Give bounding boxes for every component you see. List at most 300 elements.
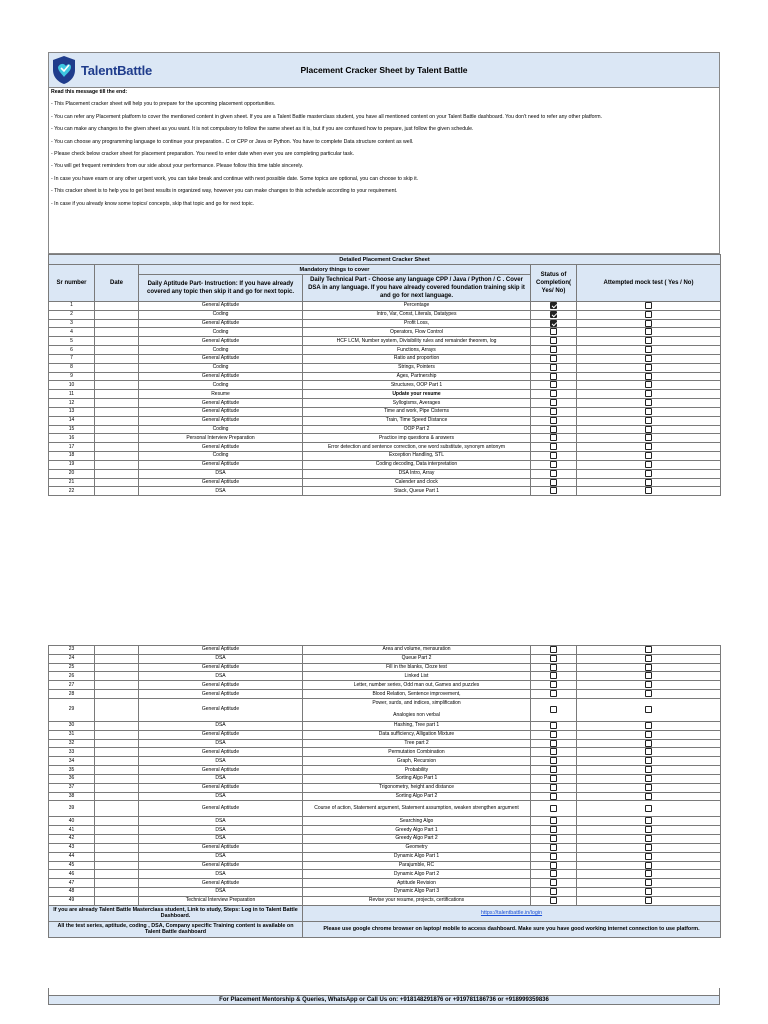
status-cell — [531, 346, 577, 355]
technical-cell: Update your resume — [303, 390, 531, 399]
table-row — [49, 681, 721, 690]
aptitude-cell: Coding — [139, 452, 303, 461]
technical-cell: Stack, Queue Part 1 — [303, 487, 531, 496]
mock-test-checkbox[interactable] — [645, 364, 652, 371]
mock-test-checkbox[interactable] — [645, 879, 652, 886]
technical-cell: Functions, Arrays — [303, 346, 531, 355]
mock-test-checkbox[interactable] — [645, 655, 652, 662]
sr-number-cell: 41 — [49, 826, 95, 835]
status-cell — [531, 861, 577, 870]
mock-test-checkbox[interactable] — [645, 346, 652, 353]
date-cell[interactable] — [95, 372, 139, 381]
status-cell — [531, 817, 577, 826]
mock-test-checkbox[interactable] — [645, 853, 652, 860]
mock-test-checkbox[interactable] — [645, 487, 652, 494]
status-checkbox[interactable] — [550, 328, 557, 335]
status-checkbox[interactable] — [550, 426, 557, 433]
status-checkbox[interactable] — [550, 672, 557, 679]
status-checkbox[interactable] — [550, 793, 557, 800]
table-row — [49, 672, 721, 681]
date-cell[interactable] — [95, 739, 139, 748]
sr-number-cell: 6 — [49, 346, 95, 355]
status-checkbox[interactable] — [550, 748, 557, 755]
aptitude-cell: General Aptitude — [139, 681, 303, 690]
mock-test-checkbox[interactable] — [645, 302, 652, 309]
date-cell[interactable] — [95, 452, 139, 461]
mock-test-checkbox[interactable] — [645, 835, 652, 842]
technical-cell: Syllogisms, Averages — [303, 399, 531, 408]
status-cell — [531, 748, 577, 757]
aptitude-cell: DSA — [139, 487, 303, 496]
technical-cell: Data sufficiency, Alligation Mixture — [303, 730, 531, 739]
table-row — [49, 748, 721, 757]
mock-test-checkbox[interactable] — [645, 731, 652, 738]
sr-number-cell: 47 — [49, 879, 95, 888]
status-cell — [531, 681, 577, 690]
date-cell[interactable] — [95, 654, 139, 663]
date-cell[interactable] — [95, 766, 139, 775]
technical-cell: Train, Time Speed Distance — [303, 416, 531, 425]
status-cell — [531, 835, 577, 844]
table-row — [49, 487, 721, 496]
mock-test-checkbox[interactable] — [645, 775, 652, 782]
technical-cell: Queue Part 2 — [303, 654, 531, 663]
mock-test-cell — [577, 757, 721, 766]
mock-test-cell — [577, 302, 721, 311]
sr-number-cell: 11 — [49, 390, 95, 399]
date-cell[interactable] — [95, 801, 139, 817]
status-cell — [531, 698, 577, 721]
status-checkbox[interactable] — [550, 655, 557, 662]
status-checkbox[interactable] — [550, 862, 557, 869]
date-cell[interactable] — [95, 698, 139, 721]
mock-test-checkbox[interactable] — [645, 461, 652, 468]
status-checkbox[interactable] — [550, 434, 557, 441]
status-cell — [531, 354, 577, 363]
status-checkbox[interactable] — [550, 888, 557, 895]
table-row — [49, 870, 721, 879]
mock-test-cell — [577, 646, 721, 655]
aptitude-cell: DSA — [139, 835, 303, 844]
aptitude-cell: General Aptitude — [139, 646, 303, 655]
date-cell[interactable] — [95, 748, 139, 757]
status-cell — [531, 390, 577, 399]
mock-test-cell — [577, 672, 721, 681]
status-checkbox[interactable] — [550, 784, 557, 791]
technical-line: Analogies non verbal — [393, 712, 440, 719]
sr-number-cell: 25 — [49, 663, 95, 672]
aptitude-cell: Coding — [139, 346, 303, 355]
sr-number-cell: 32 — [49, 739, 95, 748]
mock-test-checkbox[interactable] — [645, 690, 652, 697]
sr-number-cell: 45 — [49, 861, 95, 870]
info-line: - This cracker sheet is to help you to get best results in organized way, however you can make changes to this schedule according to your requirement. — [51, 188, 398, 195]
aptitude-cell: General Aptitude — [139, 783, 303, 792]
mock-test-checkbox[interactable] — [645, 337, 652, 344]
status-checkbox[interactable] — [550, 355, 557, 362]
date-cell[interactable] — [95, 407, 139, 416]
sr-number-cell: 20 — [49, 469, 95, 478]
status-checkbox[interactable] — [550, 835, 557, 842]
date-cell[interactable] — [95, 681, 139, 690]
status-checkbox[interactable] — [550, 879, 557, 886]
status-checkbox[interactable] — [550, 408, 557, 415]
table-row — [49, 346, 721, 355]
mock-test-cell — [577, 698, 721, 721]
status-checkbox[interactable] — [550, 805, 557, 812]
aptitude-cell: General Aptitude — [139, 372, 303, 381]
status-checkbox[interactable] — [550, 399, 557, 406]
technical-cell: Practice imp questions & answers — [303, 434, 531, 443]
date-cell[interactable] — [95, 792, 139, 801]
aptitude-cell: General Aptitude — [139, 354, 303, 363]
date-cell[interactable] — [95, 690, 139, 699]
date-cell[interactable] — [95, 363, 139, 372]
mock-test-checkbox[interactable] — [645, 328, 652, 335]
date-cell[interactable] — [95, 783, 139, 792]
status-checkbox[interactable] — [550, 346, 557, 353]
status-cell — [531, 381, 577, 390]
sr-number-cell: 10 — [49, 381, 95, 390]
status-checkbox[interactable] — [550, 681, 557, 688]
date-cell[interactable] — [95, 337, 139, 346]
status-cell — [531, 478, 577, 487]
technical-cell: Operators, Flow Control — [303, 328, 531, 337]
sr-number-cell: 2 — [49, 310, 95, 319]
col-header-aptitude: Daily Aptitude Part- Instruction: If you have already covered any topic then skip it and go for next topic. — [139, 275, 303, 302]
technical-cell: Tree part 2 — [303, 739, 531, 748]
table-row — [49, 452, 721, 461]
mock-test-checkbox[interactable] — [645, 805, 652, 812]
status-checkbox[interactable] — [550, 452, 557, 459]
aptitude-cell: DSA — [139, 852, 303, 861]
table-row — [49, 390, 721, 399]
status-checkbox[interactable] — [550, 390, 557, 397]
status-checkbox[interactable] — [550, 337, 557, 344]
aptitude-cell: DSA — [139, 817, 303, 826]
date-cell[interactable] — [95, 381, 139, 390]
status-checkbox[interactable] — [550, 364, 557, 371]
date-cell[interactable] — [95, 310, 139, 319]
table-row — [49, 783, 721, 792]
status-cell — [531, 663, 577, 672]
aptitude-cell: Coding — [139, 310, 303, 319]
status-checkbox[interactable] — [550, 443, 557, 450]
mock-test-cell — [577, 354, 721, 363]
technical-cell: Strings, Pointers — [303, 363, 531, 372]
status-checkbox[interactable] — [550, 373, 557, 380]
date-cell[interactable] — [95, 478, 139, 487]
aptitude-cell: DSA — [139, 721, 303, 730]
sr-number-cell: 48 — [49, 888, 95, 897]
mock-test-cell — [577, 469, 721, 478]
date-cell[interactable] — [95, 852, 139, 861]
mock-test-checkbox[interactable] — [645, 452, 652, 459]
date-cell[interactable] — [95, 861, 139, 870]
mock-test-cell — [577, 721, 721, 730]
status-cell — [531, 646, 577, 655]
date-cell[interactable] — [95, 826, 139, 835]
aptitude-cell: DSA — [139, 654, 303, 663]
mock-test-checkbox[interactable] — [645, 417, 652, 424]
mock-test-checkbox[interactable] — [645, 381, 652, 388]
date-cell[interactable] — [95, 817, 139, 826]
mock-test-checkbox[interactable] — [645, 888, 652, 895]
status-cell — [531, 792, 577, 801]
technical-cell: Parajumble, RC — [303, 861, 531, 870]
status-checkbox[interactable] — [550, 757, 557, 764]
aptitude-cell: General Aptitude — [139, 399, 303, 408]
table-row — [49, 774, 721, 783]
table-row — [49, 478, 721, 487]
date-cell[interactable] — [95, 757, 139, 766]
status-checkbox[interactable] — [550, 417, 557, 424]
aptitude-cell: Personal Interview Preparation — [139, 434, 303, 443]
technical-cell: Searching Algo — [303, 817, 531, 826]
technical-cell — [303, 698, 531, 721]
mock-test-cell — [577, 879, 721, 888]
sr-number-cell: 17 — [49, 443, 95, 452]
status-checkbox[interactable] — [550, 302, 557, 309]
brand-logo — [49, 55, 289, 85]
date-cell[interactable] — [95, 443, 139, 452]
mock-test-checkbox[interactable] — [645, 311, 652, 318]
status-checkbox[interactable] — [550, 690, 557, 697]
technical-cell: Ratio and proportion — [303, 354, 531, 363]
mock-test-checkbox[interactable] — [645, 672, 652, 679]
mock-test-checkbox[interactable] — [645, 664, 652, 671]
date-cell[interactable] — [95, 354, 139, 363]
status-checkbox[interactable] — [550, 870, 557, 877]
mandatory-header: Mandatory things to cover — [139, 265, 531, 275]
status-checkbox[interactable] — [550, 775, 557, 782]
status-cell — [531, 870, 577, 879]
technical-cell: Revise your resume, projects, certifications — [303, 896, 531, 905]
technical-cell: Dynamic Algo Part 2 — [303, 870, 531, 879]
date-cell[interactable] — [95, 319, 139, 328]
mock-test-checkbox[interactable] — [645, 426, 652, 433]
technical-cell: Letter, number series, Odd man out, Games and puzzles — [303, 681, 531, 690]
status-checkbox[interactable] — [550, 487, 557, 494]
mock-test-checkbox[interactable] — [645, 740, 652, 747]
status-checkbox[interactable] — [550, 731, 557, 738]
date-cell[interactable] — [95, 879, 139, 888]
mock-test-checkbox[interactable] — [645, 390, 652, 397]
mock-test-checkbox[interactable] — [645, 373, 652, 380]
technical-cell: Hashing, Tree part 1 — [303, 721, 531, 730]
mock-test-checkbox[interactable] — [645, 355, 652, 362]
status-checkbox[interactable] — [550, 664, 557, 671]
status-cell — [531, 690, 577, 699]
brand-name: TalentBattle — [81, 62, 153, 78]
technical-cell: Structures, OOP Part 1 — [303, 381, 531, 390]
status-checkbox[interactable] — [550, 844, 557, 851]
sr-number-cell: 35 — [49, 766, 95, 775]
status-checkbox[interactable] — [550, 320, 557, 327]
date-cell[interactable] — [95, 346, 139, 355]
mock-test-checkbox[interactable] — [645, 479, 652, 486]
date-cell[interactable] — [95, 843, 139, 852]
sheet-header — [48, 52, 720, 88]
sr-number-cell: 3 — [49, 319, 95, 328]
status-checkbox[interactable] — [550, 826, 557, 833]
status-cell — [531, 452, 577, 461]
status-checkbox[interactable] — [550, 897, 557, 904]
date-cell[interactable] — [95, 487, 139, 496]
status-checkbox[interactable] — [550, 817, 557, 824]
table-row — [49, 646, 721, 655]
sr-number-cell: 19 — [49, 460, 95, 469]
aptitude-cell: DSA — [139, 469, 303, 478]
status-checkbox[interactable] — [550, 381, 557, 388]
mock-test-checkbox[interactable] — [645, 748, 652, 755]
status-checkbox[interactable] — [550, 766, 557, 773]
status-checkbox[interactable] — [550, 853, 557, 860]
mock-test-checkbox[interactable] — [645, 681, 652, 688]
mock-test-checkbox[interactable] — [645, 646, 652, 653]
aptitude-cell: DSA — [139, 774, 303, 783]
technical-cell: Course of action, Statement argument, Statement assumption, weaken strengthen argument — [303, 801, 531, 817]
mock-test-checkbox[interactable] — [645, 399, 652, 406]
mock-test-checkbox[interactable] — [645, 897, 652, 904]
table-row — [49, 730, 721, 739]
date-cell[interactable] — [95, 730, 139, 739]
mock-test-checkbox[interactable] — [645, 870, 652, 877]
aptitude-cell: General Aptitude — [139, 478, 303, 487]
status-cell — [531, 896, 577, 905]
aptitude-cell: Coding — [139, 425, 303, 434]
date-cell[interactable] — [95, 835, 139, 844]
aptitude-cell: General Aptitude — [139, 302, 303, 311]
technical-cell: Ages, Partnership — [303, 372, 531, 381]
date-cell[interactable] — [95, 416, 139, 425]
aptitude-cell: General Aptitude — [139, 460, 303, 469]
status-cell — [531, 826, 577, 835]
date-cell[interactable] — [95, 390, 139, 399]
status-checkbox[interactable] — [550, 311, 557, 318]
info-line: - You can make any changes to the given sheet as you want. It is not compulsory to follow the same sheet as it is, but if you are confused how to prepare, just follow the given schedule. — [51, 126, 474, 133]
status-checkbox[interactable] — [550, 740, 557, 747]
technical-cell: Coding decoding, Data interpretation — [303, 460, 531, 469]
sr-number-cell: 49 — [49, 896, 95, 905]
sr-number-cell: 13 — [49, 407, 95, 416]
cracker-table-part-1 — [48, 254, 720, 496]
technical-cell: Graph, Recursion — [303, 757, 531, 766]
mock-test-checkbox[interactable] — [645, 862, 652, 869]
date-cell[interactable] — [95, 399, 139, 408]
mock-test-checkbox[interactable] — [645, 722, 652, 729]
mock-test-checkbox[interactable] — [645, 320, 652, 327]
mock-test-checkbox[interactable] — [645, 408, 652, 415]
page-title: Placement Cracker Sheet by Talent Battle — [300, 65, 468, 75]
technical-cell: Area and volume, mensuration — [303, 646, 531, 655]
technical-cell: Dynamic Algo Part 3 — [303, 888, 531, 897]
aptitude-cell: DSA — [139, 672, 303, 681]
aptitude-cell: Technical Interview Preparation — [139, 896, 303, 905]
status-checkbox[interactable] — [550, 461, 557, 468]
technical-cell: Calender and clock — [303, 478, 531, 487]
date-cell[interactable] — [95, 888, 139, 897]
aptitude-cell: General Aptitude — [139, 416, 303, 425]
date-cell[interactable] — [95, 870, 139, 879]
date-cell[interactable] — [95, 328, 139, 337]
mock-test-cell — [577, 766, 721, 775]
mock-test-checkbox[interactable] — [645, 826, 652, 833]
mock-test-checkbox[interactable] — [645, 793, 652, 800]
col-header-mock: Attempted mock test ( Yes / No) — [577, 265, 721, 302]
mock-test-checkbox[interactable] — [645, 434, 652, 441]
technical-cell: Geometry — [303, 843, 531, 852]
technical-cell: Probability — [303, 766, 531, 775]
status-checkbox[interactable] — [550, 722, 557, 729]
info-lines — [51, 101, 717, 207]
table-row — [49, 757, 721, 766]
technical-cell: Sorting Algo Part 1 — [303, 774, 531, 783]
mock-test-cell — [577, 310, 721, 319]
mock-test-checkbox[interactable] — [645, 706, 652, 713]
mock-test-cell — [577, 870, 721, 879]
table-row — [49, 896, 721, 905]
aptitude-cell: General Aptitude — [139, 730, 303, 739]
mock-test-checkbox[interactable] — [645, 844, 652, 851]
date-cell[interactable] — [95, 460, 139, 469]
date-cell[interactable] — [95, 896, 139, 905]
status-checkbox[interactable] — [550, 470, 557, 477]
date-cell[interactable] — [95, 672, 139, 681]
contact-banner: For Placement Mentorship & Queries, WhatsApp or Call Us on: +918148291876 or +919781186736 or +918999359836 — [48, 995, 720, 1005]
col-header-status: Status of Completion( Yes/ No) — [531, 265, 577, 302]
table-row — [49, 835, 721, 844]
status-checkbox[interactable] — [550, 646, 557, 653]
sr-number-cell: 37 — [49, 783, 95, 792]
mock-test-checkbox[interactable] — [645, 470, 652, 477]
mock-test-cell — [577, 390, 721, 399]
table-row — [49, 354, 721, 363]
technical-cell: Sorting Algo Part 2 — [303, 792, 531, 801]
info-line: - You can refer any Placement platform to cover the mentioned content in given sheet. If you are a Talent Battle masterclass student, you have all mentioned content on your Talent Battle dashboard. You don't need to refer any other platform. — [51, 113, 603, 120]
mock-test-checkbox[interactable] — [645, 766, 652, 773]
date-cell[interactable] — [95, 646, 139, 655]
table-row — [49, 443, 721, 452]
mock-test-checkbox[interactable] — [645, 443, 652, 450]
date-cell[interactable] — [95, 721, 139, 730]
dashboard-login-link[interactable]: https://talentbattle.in/login — [303, 905, 721, 921]
aptitude-cell: General Aptitude — [139, 319, 303, 328]
status-checkbox[interactable] — [550, 706, 557, 713]
date-cell[interactable] — [95, 774, 139, 783]
mock-test-checkbox[interactable] — [645, 817, 652, 824]
date-cell[interactable] — [95, 469, 139, 478]
mock-test-cell — [577, 372, 721, 381]
sr-number-cell: 24 — [49, 654, 95, 663]
mock-test-checkbox[interactable] — [645, 757, 652, 764]
mock-test-checkbox[interactable] — [645, 784, 652, 791]
sr-number-cell: 42 — [49, 835, 95, 844]
date-cell[interactable] — [95, 425, 139, 434]
sr-number-cell: 8 — [49, 363, 95, 372]
technical-cell: Trigonometry, height and distance — [303, 783, 531, 792]
date-cell[interactable] — [95, 434, 139, 443]
mock-test-cell — [577, 399, 721, 408]
info-line: - You can choose any programming language to continue your preparation.. C or CPP or Java or Python. You have to complete Data structure content as well. — [51, 138, 414, 145]
masterclass-note: If you are already Talent Battle Masterclass student, Link to study, Steps: Log in to Talent Battle Dashboard. — [49, 905, 303, 921]
date-cell[interactable] — [95, 663, 139, 672]
date-cell[interactable] — [95, 302, 139, 311]
technical-cell: Intro, Var, Const, Literals, Datatypes — [303, 310, 531, 319]
table-row — [49, 425, 721, 434]
technical-cell: Time and work, Pipe Cisterns — [303, 407, 531, 416]
status-checkbox[interactable] — [550, 479, 557, 486]
